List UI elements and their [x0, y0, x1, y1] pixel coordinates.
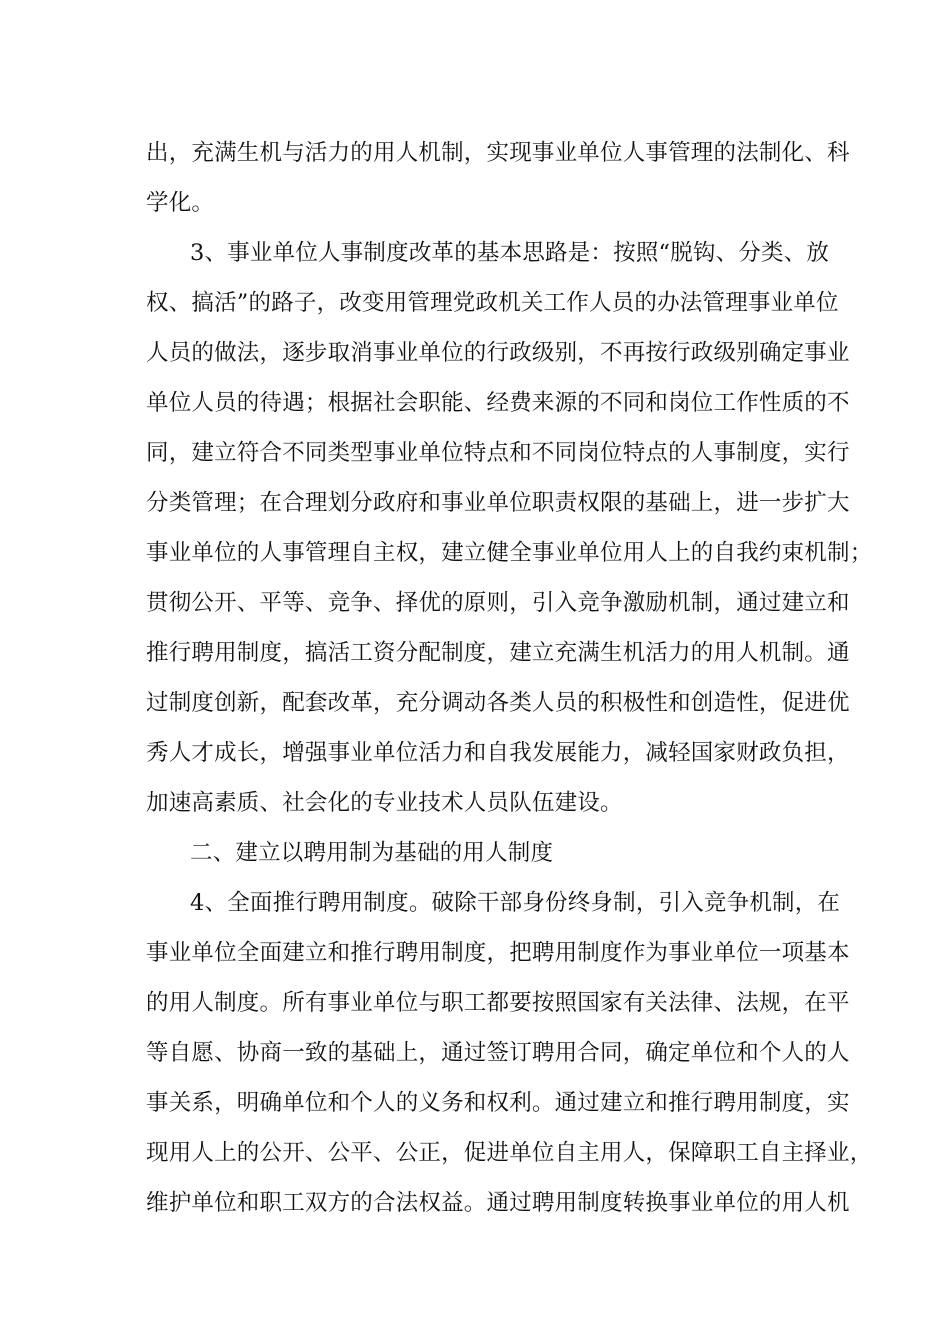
- text-line: 人员的做法，逐步取消事业单位的行政级别，不再按行政级别确定事业: [146, 340, 850, 366]
- text-line: 事业单位全面建立和推行聘用制度，把聘用制度作为事业单位一项基本: [146, 940, 850, 966]
- text-line: 事关系，明确单位和个人的义务和权利。通过建立和推行聘用制度，实: [146, 1090, 850, 1116]
- text-line: 推行聘用制度，搞活工资分配制度，建立充满生机活力的用人机制。通: [146, 640, 850, 666]
- text-line: 单位人员的待遇；根据社会职能、经费来源的不同和岗位工作性质的不: [146, 390, 850, 416]
- text-line: 维护单位和职工双方的合法权益。通过聘用制度转换事业单位的用人机: [146, 1190, 850, 1216]
- text-line: 同，建立符合不同类型事业单位特点和不同岗位特点的人事制度，实行: [146, 440, 850, 466]
- text-line: 等自愿、协商一致的基础上，通过签订聘用合同，确定单位和个人的人: [146, 1040, 850, 1066]
- section-heading: 二、建立以聘用制为基础的用人制度: [190, 840, 554, 866]
- text-line: 学化。: [146, 190, 215, 216]
- text-line: 秀人才成长，增强事业单位活力和自我发展能力，减轻国家财政负担，: [146, 740, 850, 766]
- text-line: 贯彻公开、平等、竞争、择优的原则，引入竞争激励机制，通过建立和: [146, 590, 850, 616]
- paragraph-4-start: 4、全面推行聘用制度。破除干部身份终身制，引入竞争机制，在: [190, 890, 841, 916]
- paragraph-3-start: 3、事业单位人事制度改革的基本思路是：按照“脱钩、分类、放: [190, 240, 830, 266]
- text-line: 加速高素质、社会化的专业技术人员队伍建设。: [146, 790, 623, 816]
- text-line: 分类管理；在合理划分政府和事业单位职责权限的基础上，进一步扩大: [146, 490, 850, 516]
- text-line: 事业单位的人事管理自主权，建立健全事业单位用人上的自我约束机制；: [146, 540, 873, 566]
- text-line: 权、搞活”的路子，改变用管理党政机关工作人员的办法管理事业单位: [146, 290, 839, 316]
- text-line: 过制度创新，配套改革，充分调动各类人员的积极性和创造性，促进优: [146, 690, 850, 716]
- text-line: 出，充满生机与活力的用人机制，实现事业单位人事管理的法制化、科: [146, 140, 850, 166]
- text-line: 的用人制度。所有事业单位与职工都要按照国家有关法律、法规，在平: [146, 990, 850, 1016]
- text-line: 现用人上的公开、公平、公正，促进单位自主用人，保障职工自主择业，: [146, 1140, 873, 1166]
